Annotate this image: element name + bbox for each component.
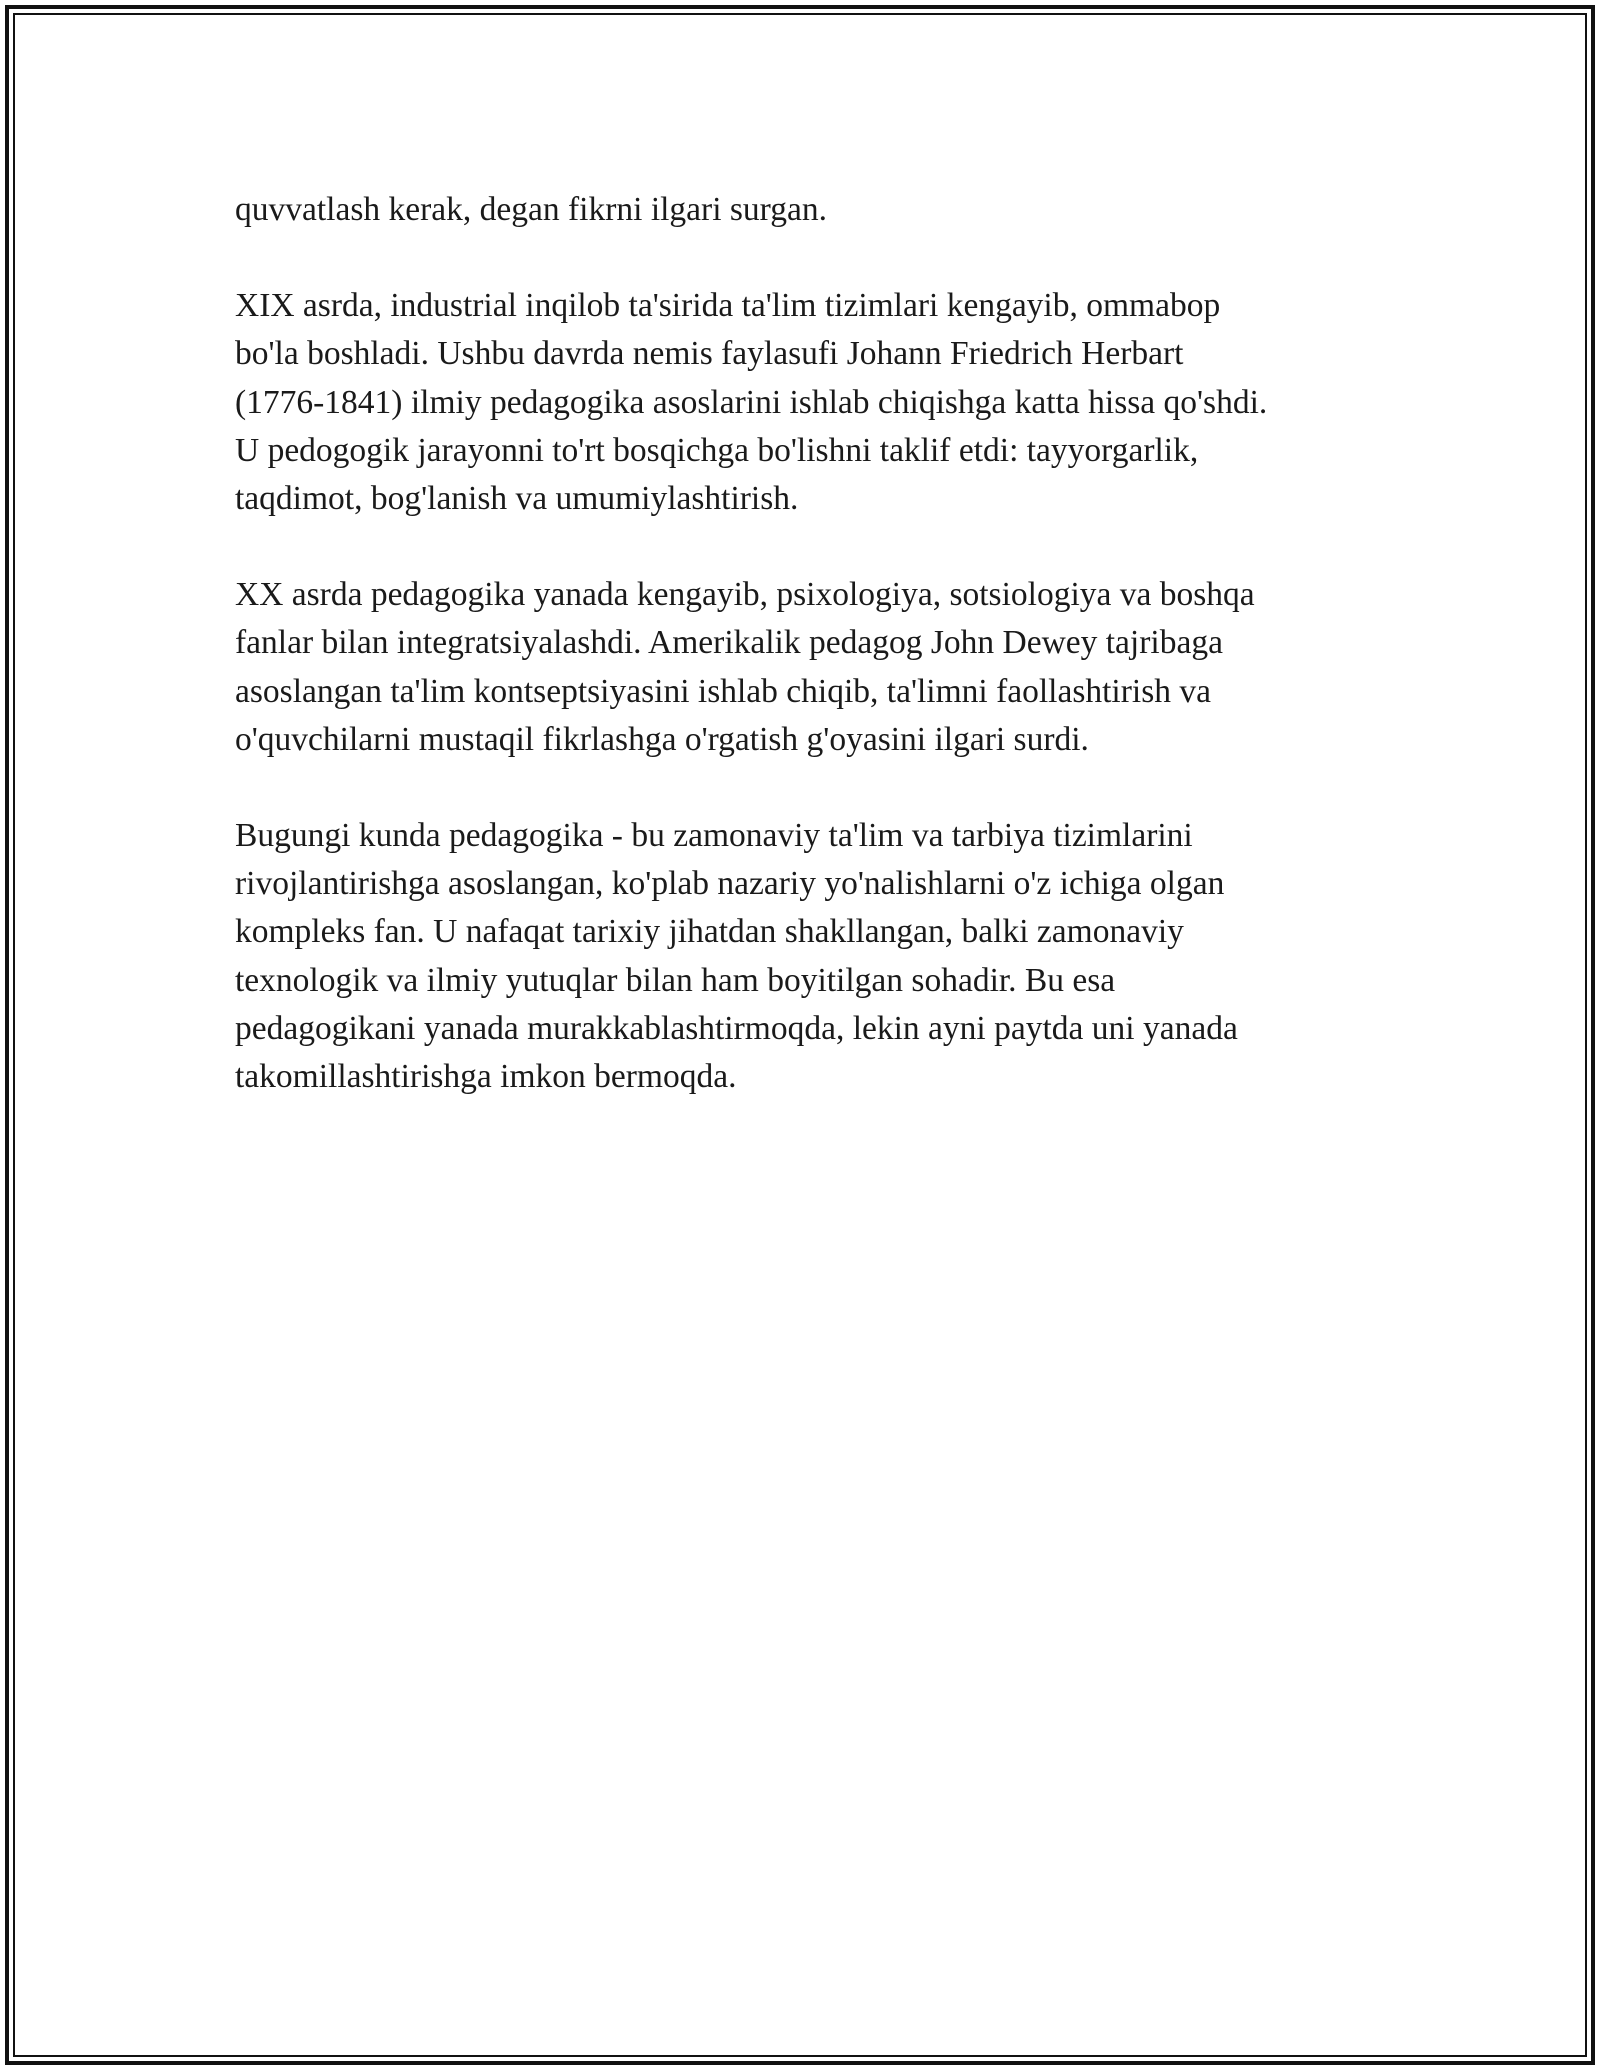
paragraph-2: XIX asrda, industrial inqilob ta'sirida ta'lim tizimlari kengayib, ommabop bo'la boshladi. Ushbu davrda nemis faylasufi Johann Friedrich Herbart (1776-1841) ilmiy pedagogika asoslarini ishlab chiqishga katta hissa qo'shdi. U pedogogik jarayonni to'rt bosqichga bo'lishni taklif etdi: tayyorgarlik, taqdimot, bog'lanish va umumiylashtirish.: [235, 287, 1268, 518]
document-body: [235, 186, 1395, 1149]
paragraph-4: Bugungi kunda pedagogika - bu zamonaviy ta'lim va tarbiya tizimlarini rivojlantirishga asoslangan, ko'plab nazariy yo'nalishlarni o'z ichiga olgan kompleks fan. U nafaqat tarixiy jihatdan shakllangan, balki zamonaviy texnologik va ilmiy yutuqlar bilan ham boyitilgan sohadir. Bu esa pedagogikani yanada murakkablashtirmoqda, lekin ayni paytda uni yanada takomillashtirishga imkon bermoqda.: [235, 817, 1238, 1096]
paragraph-3: XX asrda pedagogika yanada kengayib, psixologiya, sotsiologiya va boshqa fanlar bilan integratsiyalashdi. Amerikalik pedagog John Dewey tajribaga asoslangan ta'lim kontseptsiyasini ishlab chiqib, ta'limni faollashtirish va o'quvchilarni mustaqil fikrlashga o'rgatish g'oyasini ilgari surdi.: [235, 576, 1255, 758]
paragraph-1: quvvatlash kerak, degan fikrni ilgari surgan.: [235, 191, 827, 228]
